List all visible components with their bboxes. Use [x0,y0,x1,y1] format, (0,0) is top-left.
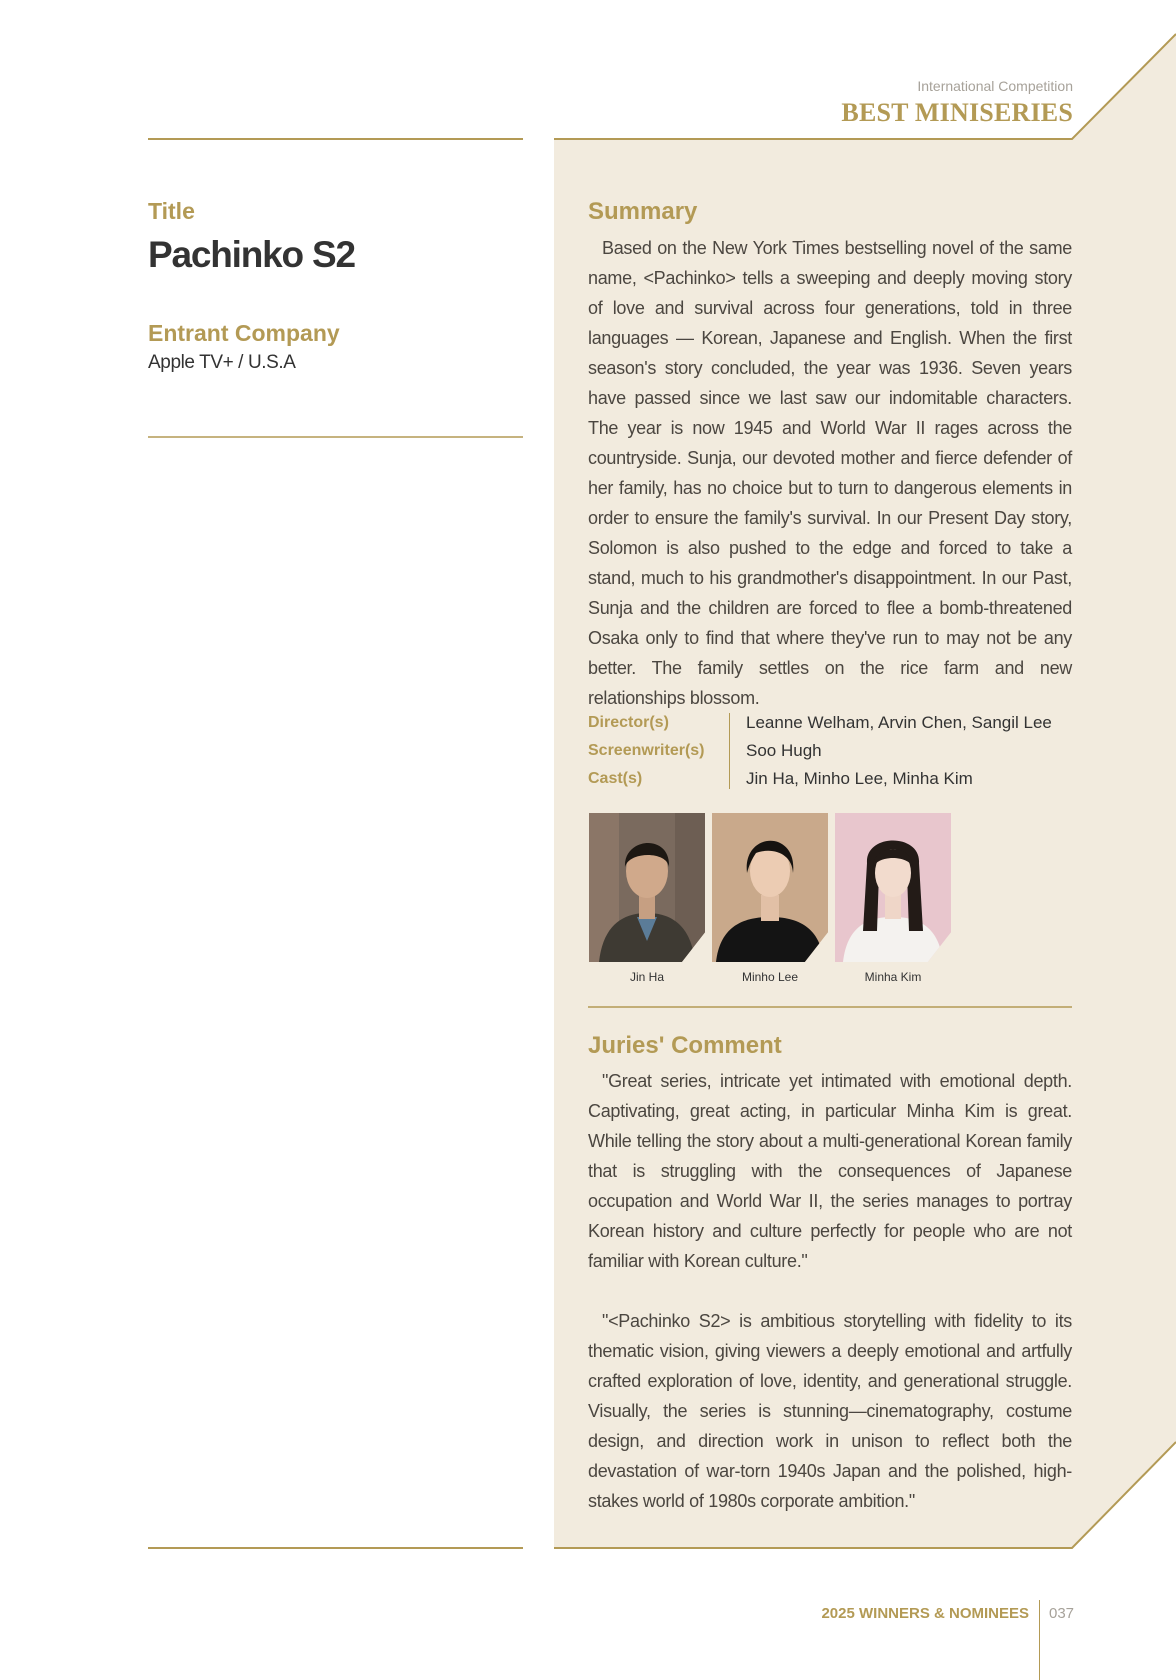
cast-photo-minho-lee [712,813,828,962]
credits-divider [729,713,730,789]
entry-title: Pachinko S2 [148,234,355,275]
director-label: Director(s) [588,714,669,731]
cast-photo-jin-ha [589,813,705,962]
cast-caption-jin-ha: Jin Ha [629,970,664,984]
cast-caption-minha-kim: Minha Kim [864,970,922,984]
page-number: 037 [1049,1605,1075,1622]
juries-comment-1: "Great series, intricate yet intimated with emotional depth. Captivating, great acting, in particular Minha Kim is great. While telling the story about a multi-generational Korean family that is struggling with the consequences of Japanese occupation and World War II, the series manages to portray Korean history and culture perfectly for people who are not familiar with Korean culture." [588,1071,1072,1271]
footer-label: 2025 WINNERS & NOMINEES [821,1605,1029,1622]
cast-label: Cast(s) [588,770,643,787]
company-value: Apple TV+ / U.S.A [148,352,296,373]
category-title: BEST MINISERIES [841,98,1073,127]
juries-heading: Juries' Comment [588,1032,782,1059]
director-value: Leanne Welham, Arvin Chen, Sangil Lee [746,713,1052,732]
footer-divider [1039,1600,1040,1680]
screenwriter-label: Screenwriter(s) [588,742,705,759]
cast-caption-minho-lee: Minho Lee [741,970,799,984]
company-label: Entrant Company [148,320,340,346]
category-group: International Competition [917,78,1073,94]
summary-heading: Summary [588,198,698,225]
cast-value: Jin Ha, Minho Lee, Minha Kim [746,769,973,788]
title-label: Title [148,198,195,224]
screenwriter-value: Soo Hugh [746,741,822,760]
summary-text: Based on the New York Times bestselling novel of the same name, <Pachinko> tells a sweeping and deeply moving story of love and survival across four generations, told in three languages — Korean, Japanese and English. When the first season's story concluded, the year was 1936. Seven years have passed since we last saw our indomitable characters. The year is now 1945 and World War II rages across the countryside. Sunja, our devoted mother and fierce defender of her family, has no choice but to turn to dangerous elements in order to ensure the family's survival. In our Present Day story, Solomon is also pushed to the edge and forced to take a stand, much to his grandmother's disappointment. In our Past, Sunja and the children are forced to flee a bomb-threatened Osaka only to find that where they've run to may not be any better. The family settles on the rice farm and new relationships blossom. [588,238,1072,708]
juries-comment-2: "<Pachinko S2> is ambitious storytelling with fidelity to its thematic vision, giving viewers a deeply emotional and artfully crafted exploration of love, identity, and generational struggle. Visually, the series is stunning—cinematography, costume design, and direction work in unison to reflect both the devastation of war-torn 1940s Japan and the polished, high-stakes world of 1980s corporate ambition." [588,1311,1072,1511]
cast-photo-minha-kim [835,813,951,962]
